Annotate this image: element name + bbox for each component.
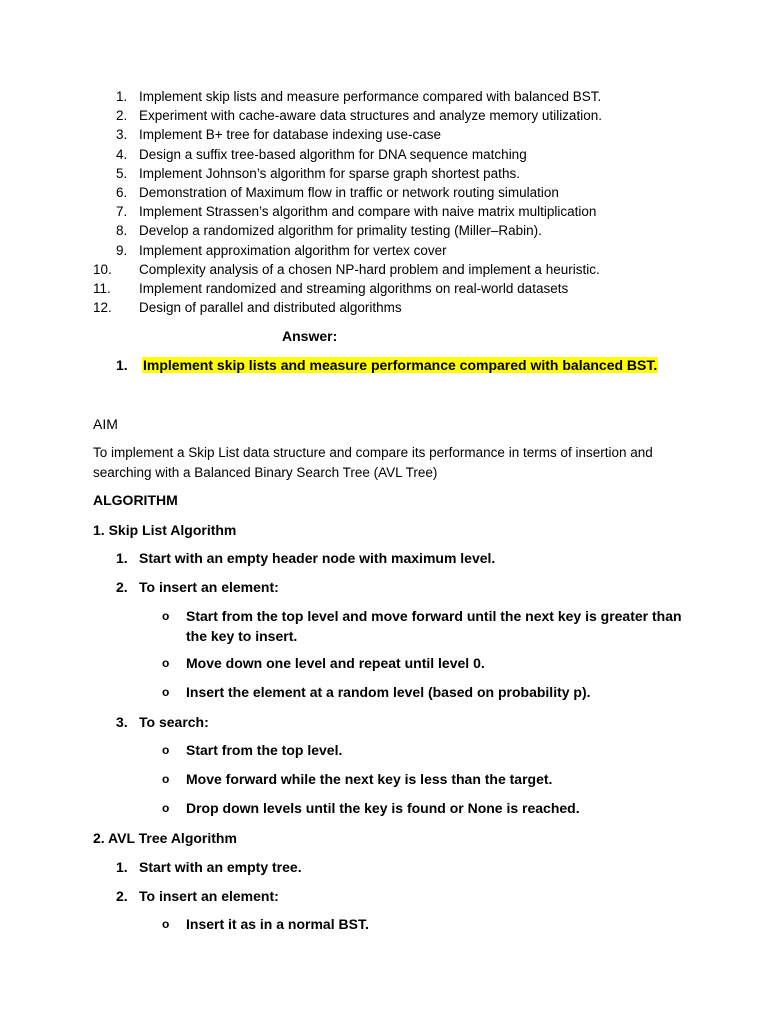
list-item: 8. Develop a randomized algorithm for primality testing (Miller–Rabin).: [116, 223, 542, 239]
list-item: 7. Implement Strassen’s algorithm and compare with naive matrix multiplication: [116, 204, 597, 220]
skip-insert-substep: o Move down one level and repeat until level 0.: [162, 654, 682, 674]
list-item: 1. Implement skip lists and measure performance compared with balanced BST.: [116, 89, 602, 104]
skip-step-2: 2. To insert an element:: [116, 579, 279, 595]
answer-highlighted-text: Implement skip lists and measure performance compared with balanced BST.: [143, 357, 658, 373]
skip-search-substep: o Start from the top level.: [162, 741, 682, 761]
aim-heading: AIM: [93, 416, 118, 432]
skip-list-heading: 1. Skip List Algorithm: [93, 522, 237, 538]
bullet-icon: o: [162, 609, 170, 623]
list-item: 4. Design a suffix tree-based algorithm for DNA sequence matching: [116, 146, 527, 162]
list-item: 9. Implement approximation algorithm for vertex cover: [116, 242, 447, 258]
bullet-icon: o: [162, 685, 170, 699]
bullet-icon: o: [162, 743, 170, 757]
list-item: 12. Design of parallel and distributed algorithms: [93, 300, 402, 316]
bullet-icon: o: [162, 772, 170, 786]
bullet-icon: o: [162, 656, 170, 670]
avl-step-1: 1. Start with an empty tree.: [116, 859, 302, 875]
task-list: [93, 87, 602, 317]
skip-search-substep: o Move forward while the next key is less than the target.: [162, 770, 682, 790]
answer-label: Answer:: [282, 328, 338, 344]
aim-text: To implement a Skip List data structure and compare its performance in terms of insertion and searching with a Balanced Binary Search Tree (AVL Tree): [93, 445, 653, 480]
answer-item-number: 1.: [116, 357, 128, 373]
list-item: 2. Experiment with cache-aware data structures and analyze memory utilization.: [116, 108, 602, 124]
list-item: 6. Demonstration of Maximum flow in traffic or network routing simulation: [116, 184, 559, 200]
algorithm-heading: ALGORITHM: [93, 492, 178, 508]
answer-item: [116, 355, 658, 375]
skip-insert-substep: o Insert the element at a random level (based on probability p).: [162, 683, 682, 703]
bullet-icon: o: [162, 917, 170, 931]
list-item: 10. Complexity analysis of a chosen NP-hard problem and implement a heuristic.: [93, 261, 600, 277]
skip-step-3: 3. To search:: [116, 714, 209, 730]
avl-insert-substep: o Insert it as in a normal BST.: [162, 915, 682, 935]
skip-insert-substep: o Start from the top level and move forward until the next key is greater than the key to insert.: [162, 608, 682, 644]
avl-heading: 2. AVL Tree Algorithm: [93, 830, 237, 846]
skip-search-substep: o Drop down levels until the key is found or None is reached.: [162, 799, 682, 819]
list-item: 5. Implement Johnson’s algorithm for sparse graph shortest paths.: [116, 165, 520, 181]
avl-step-2: 2. To insert an element:: [116, 888, 279, 904]
list-item: 3. Implement B+ tree for database indexing use-case: [116, 127, 442, 143]
skip-step-1: 1. Start with an empty header node with maximum level.: [116, 550, 496, 566]
bullet-icon: o: [162, 801, 170, 815]
list-item: 11. Implement randomized and streaming algorithms on real-world datasets: [93, 280, 569, 296]
